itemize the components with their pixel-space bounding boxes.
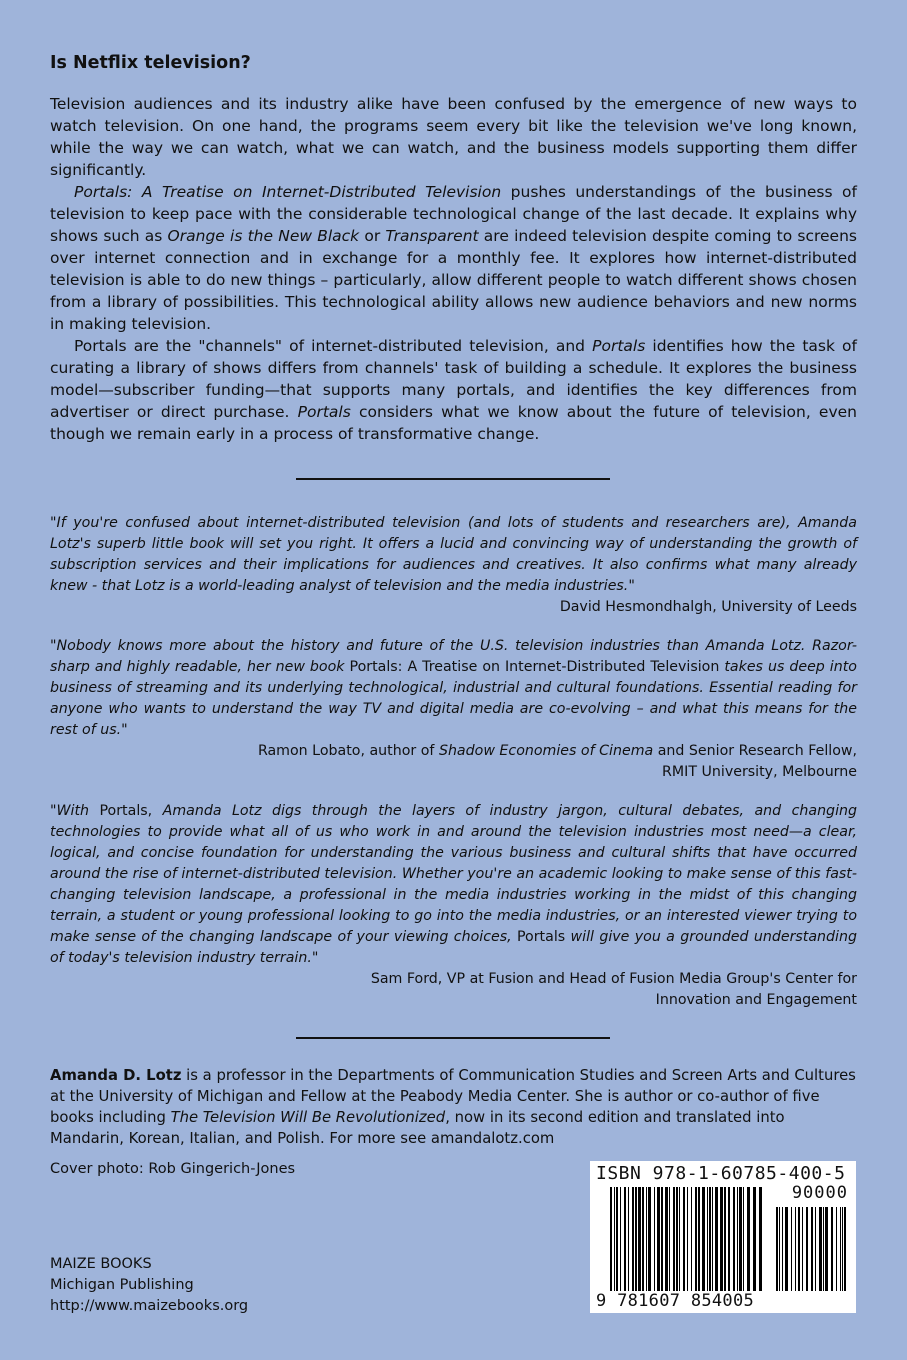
barcode-addon-bar — [815, 1207, 816, 1291]
barcode-bar — [712, 1187, 713, 1291]
quote-text: "With Portals, Amanda Lotz digs through the layers of industry jargon, cultural debates, and changing technologies to provide what all of us who work in and around the television industries most need—a clear, logical, and concise foundation for understanding the various business and cultural shifts that have occurred around the rise of internet-distributed television. Whether you're an academic looking to make sense of this fast-changing television landscape, a professional in the media industries working in the midst of this changing terrain, a student or young professional looking to go into the media industries, or an interested viewer trying to make sense of the changing landscape of your viewing choices, Portals will give you a grounded understanding of today's television industry terrain." — [50, 803, 858, 966]
endorsement-quote — [50, 513, 857, 618]
book-title: Portals: A Treatise on Internet-Distributed Television — [74, 183, 502, 201]
barcode-bar — [657, 1187, 660, 1291]
barcode-bar — [628, 1187, 629, 1291]
barcode-addon-bar — [831, 1207, 833, 1291]
endorsement-quote — [50, 636, 857, 783]
barcode-addon-bar — [798, 1207, 800, 1291]
barcode-addon-bar — [791, 1207, 792, 1291]
page-title: Is Netflix television? — [50, 53, 251, 73]
endorsement-quote — [50, 801, 857, 1011]
divider — [296, 1037, 610, 1039]
barcode-digits: 9 781607 854005 — [596, 1291, 755, 1311]
book-title: Portals — [517, 929, 566, 945]
barcode-addon-bar — [795, 1207, 796, 1291]
quote-attribution: Ramon Lobato, author of Shadow Economies of Cinema and Senior Research Fellow, RMIT University, Melbourne — [257, 743, 857, 780]
book-description — [50, 93, 857, 445]
barcode-bar — [698, 1187, 700, 1291]
book-title: Portals: A Treatise on Internet-Distributed Television — [349, 659, 720, 675]
barcode-bar — [728, 1187, 730, 1291]
barcode-bar — [648, 1187, 651, 1291]
barcode-bar — [737, 1187, 738, 1291]
show-title: Transparent — [385, 227, 479, 245]
barcode-bar — [724, 1187, 726, 1291]
barcode-addon-bar — [842, 1207, 843, 1291]
quote-attribution: David Hesmondhalgh, University of Leeds — [559, 599, 857, 615]
barcode-bar — [673, 1187, 675, 1291]
author-bio: Amanda D. Lotz is a professor in the Departments of Communication Studies and Screen Arts and Cultures at the University of Michigan and Fellow at the Peabody Media Center. She is author or co-author of five books including The Television Will Be Revolutionized, now in its second edition and translated into Mandarin, Korean, Italian, and Polish. For more see amandalotz.com — [50, 1067, 856, 1147]
show-title: Orange is the New Black — [167, 227, 360, 245]
barcode-addon-bar — [836, 1207, 837, 1291]
barcode-bar — [624, 1187, 626, 1291]
barcode-addon-bar — [776, 1207, 778, 1291]
barcode-addon-bar — [819, 1207, 822, 1291]
quote-text: "Nobody knows more about the history and future of the U.S. television industries than Amanda Lotz. Razor-sharp and highly readable, her new book Portals: A Treatise on Internet-Distributed Television takes us deep into business of streaming and its underlying technological, industrial and cultural foundations. Essential reading for anyone who wants to understand the way TV and digital media are co-evolving – and what this means for the rest of us." — [50, 638, 857, 738]
author-name: Amanda D. Lotz — [50, 1067, 182, 1084]
barcode-bar — [687, 1187, 688, 1291]
barcode-bar — [665, 1187, 668, 1291]
barcode-bar — [733, 1187, 735, 1291]
barcode-bar — [676, 1187, 678, 1291]
barcode-bar — [620, 1187, 621, 1291]
barcode-bar — [709, 1187, 711, 1291]
book-title: Portals — [297, 403, 351, 421]
barcode-bar — [695, 1187, 697, 1291]
barcode-bar — [759, 1187, 762, 1291]
barcode-bar — [642, 1187, 644, 1291]
book-title: The Television Will Be Revolutionized — [170, 1109, 446, 1126]
barcode-addon-number: 90000 — [791, 1183, 848, 1203]
barcode-bar — [610, 1187, 612, 1291]
barcode-bar — [614, 1187, 615, 1291]
barcode-bar — [707, 1187, 708, 1291]
publisher-url: http://www.maizebooks.org — [50, 1298, 249, 1314]
description-paragraph-1: Television audiences and its industry alike have been confused by the emergence of new ways to watch television. On one hand, the programs seem every bit like the television we've long known, while the way we can watch, what we can watch, and the business models supporting them differ significantly. — [50, 95, 857, 179]
quote-attribution: Sam Ford, VP at Fusion and Head of Fusion Media Group's Center for Innovation and Engagement — [370, 971, 857, 1008]
barcode-addon-bar — [844, 1207, 846, 1291]
barcode-bar — [739, 1187, 742, 1291]
barcode-bar — [683, 1187, 685, 1291]
barcode-bar — [616, 1187, 618, 1291]
barcode-bar — [669, 1187, 670, 1291]
divider — [296, 478, 610, 480]
publisher-imprint: Michigan Publishing — [50, 1277, 194, 1293]
barcode-bar — [715, 1187, 718, 1291]
barcode-addon-bar — [779, 1207, 780, 1291]
description-paragraph-3: Portals are the "channels" of internet-distributed television, and Portals identifies how the task of curating a library of shows differs from channels' task of building a schedule. It explores the business model—subscriber funding—that supports many portals, and identifies the key differences from advertiser or direct purchase. Portals considers what we know about the future of television, even though we remain early in a process of transformative change. — [50, 337, 857, 443]
barcode-addon-bar — [785, 1207, 788, 1291]
barcode-bar — [747, 1187, 750, 1291]
barcode-bars — [596, 1187, 850, 1293]
barcode-bar — [646, 1187, 647, 1291]
barcode-bar — [679, 1187, 680, 1291]
isbn-label: ISBN 978-1-60785-400-5 — [596, 1163, 846, 1184]
quote-text: "If you're confused about internet-distributed television (and lots of students and researchers are), Amanda Lotz's superb little book will set you right. It offers a lucid and convincing way of understanding the growth of subscription services and their implications for audiences and creatives. It also confirms what many already knew - that Lotz is a world-leading analyst of television and the media industries." — [50, 515, 857, 594]
publisher-name: MAIZE BOOKS — [50, 1256, 152, 1272]
barcode-addon-bar — [782, 1207, 783, 1291]
back-cover — [50, 52, 857, 1149]
barcode-addon-bar — [802, 1207, 803, 1291]
description-paragraph-2: Portals: A Treatise on Internet-Distributed Television pushes understandings of the business of television to keep pace with the considerable technological change of the last decade. It explains why shows such as Orange is the New Black or Transparent are indeed television despite coming to screens over internet connection and in exchange for a monthly fee. It explores how internet-distributed television is able to do new things – particularly, allow different people to watch different shows chosen from a library of possibilities. This technological ability allows new audience behaviors and new norms in making television. — [50, 183, 857, 333]
book-title: Shadow Economies of Cinema — [438, 743, 654, 759]
barcode-bar — [635, 1187, 637, 1291]
barcode-bar — [661, 1187, 663, 1291]
isbn-barcode — [590, 1161, 856, 1313]
book-title: Portals — [592, 337, 646, 355]
barcode-bar — [702, 1187, 705, 1291]
cover-photo-credit: Cover photo: Rob Gingerich-Jones — [50, 1161, 296, 1177]
barcode-addon-bar — [806, 1207, 808, 1291]
barcode-bar — [632, 1187, 634, 1291]
barcode-bar — [753, 1187, 756, 1291]
barcode-bar — [720, 1187, 723, 1291]
barcode-addon-bar — [825, 1207, 828, 1291]
barcode-addon-bar — [823, 1207, 824, 1291]
barcode-addon-bar — [811, 1207, 813, 1291]
barcode-bar — [638, 1187, 641, 1291]
barcode-bar — [691, 1187, 692, 1291]
book-title: Portals, — [99, 803, 153, 819]
barcode-addon-bar — [840, 1207, 841, 1291]
barcode-bar — [743, 1187, 744, 1291]
barcode-bar — [654, 1187, 655, 1291]
publisher-info — [50, 1254, 248, 1317]
